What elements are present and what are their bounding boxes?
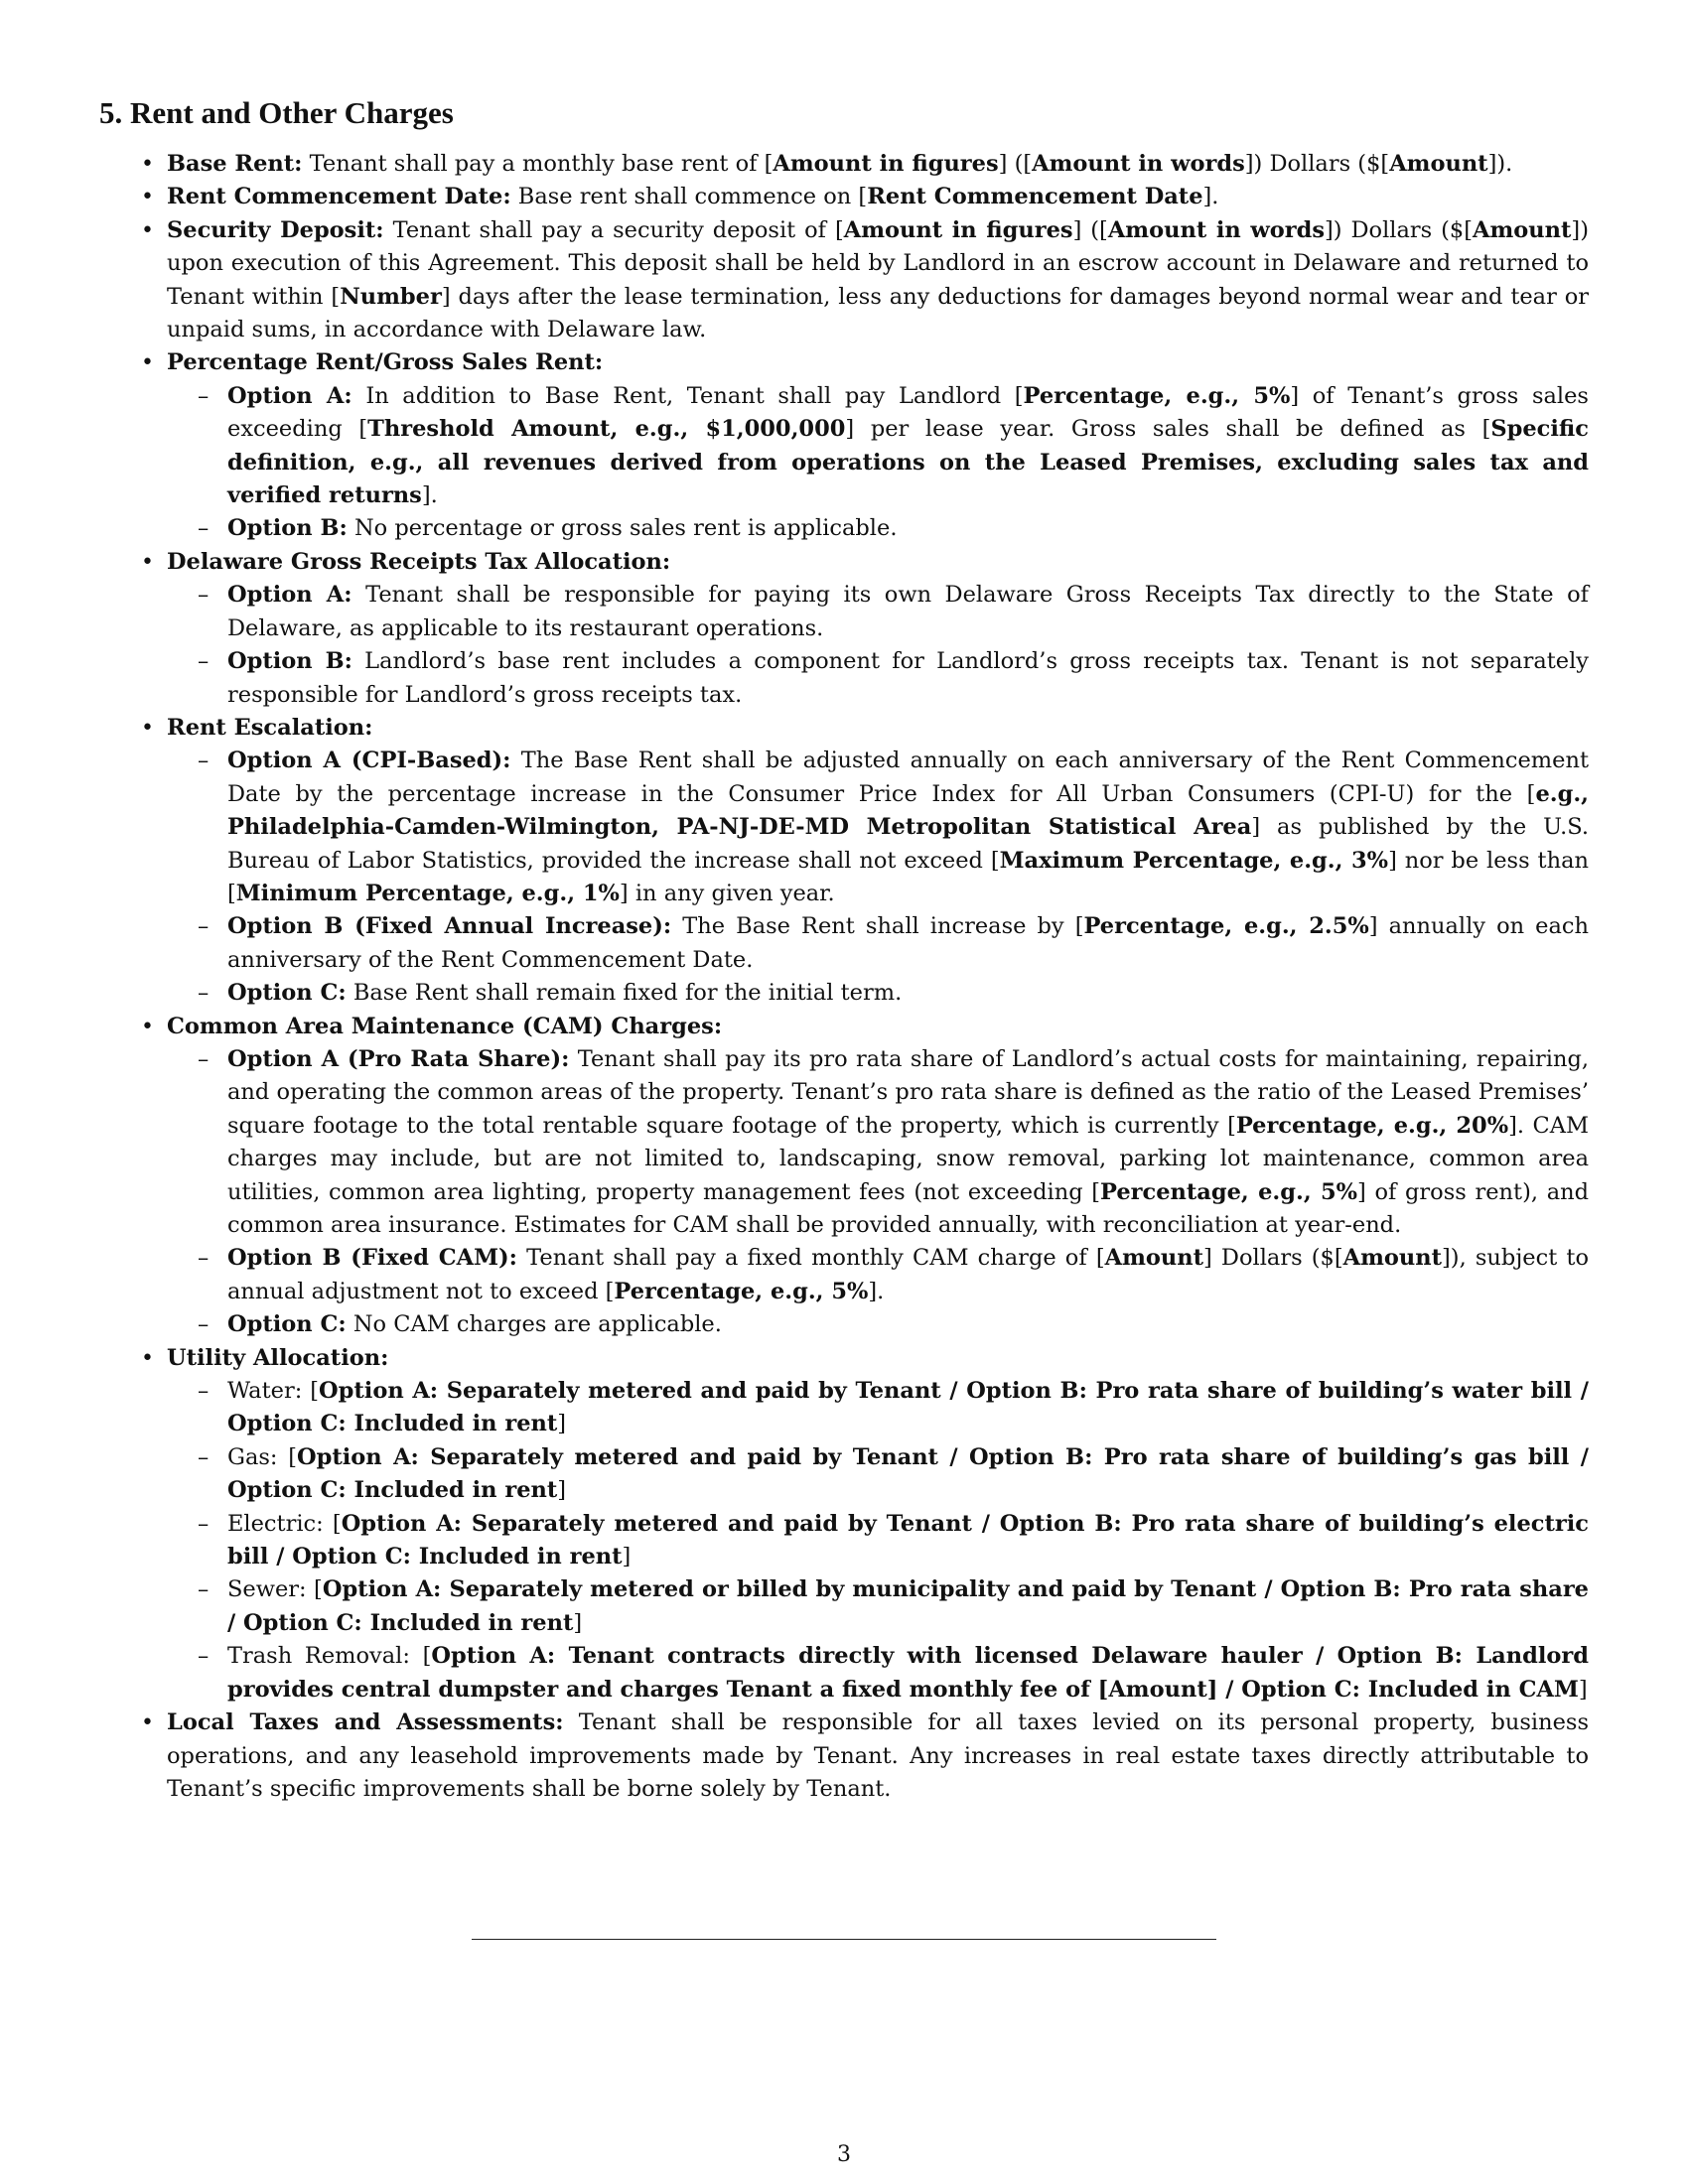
gross-receipts-options [167, 579, 1589, 712]
security-deposit-text: ] ([ [1072, 216, 1108, 243]
rent-commencement-date: Rent Commencement Date [867, 184, 1203, 210]
rent-commencement-label: Rent Commencement Date: [167, 184, 511, 210]
utility-options-text: Option A: Separately metered and paid by Tenant / Option B: Pro rata share of building’s electric bill / Option C: Included in rent [227, 1510, 1589, 1570]
placeholder-amount: Amount [1104, 1245, 1203, 1272]
rent-escalation-option-a [227, 745, 1589, 910]
security-deposit-label: Security Deposit: [167, 216, 384, 243]
base-rent-amount: Amount [1389, 151, 1488, 177]
option-text: ]. [421, 482, 438, 509]
option-text: No percentage or gross sales rent is applicable. [353, 515, 898, 542]
cam-option-c [227, 1308, 1589, 1341]
option-text: ]), subject to annual adjustment not to exceed [ [227, 1245, 1589, 1304]
percentage-rent-item [167, 346, 1589, 545]
utility-label: Sewer: [ [227, 1576, 323, 1603]
security-deposit-text: ]) Dollars ($[ [1325, 216, 1474, 243]
option-label: Option C: [227, 980, 347, 1007]
option-text: ]. [868, 1278, 885, 1304]
utility-options-text: Option A: Separately metered and paid by Tenant / Option B: Pro rata share of building’s gas bill / Option C: Included in rent [227, 1443, 1589, 1504]
placeholder-percentage: Percentage, e.g., 2.5% [1083, 913, 1369, 940]
utility-options-text: Option A: Tenant contracts directly with licensed Delaware hauler / Option B: Landlord provides central dumpster and charges Tenant a fixed monthly fee of [Amount] / Option C: Included in CAM [227, 1643, 1589, 1703]
placeholder-percentage: Percentage, e.g., 5% [614, 1278, 869, 1304]
option-text: ] of gross rent), and common area insurance. Estimates for CAM shall be provided annually, with reconciliation at year-end. [227, 1178, 1589, 1238]
utility-bracket: ] [622, 1544, 632, 1570]
utility-electric [227, 1508, 1589, 1574]
local-taxes-text: Tenant shall be responsible for all taxes levied on its personal property, business operations, and any leasehold improvements made by Tenant. Any increases in real estate taxes directly attributable to Tenant’s specific improvements shall be borne solely by Tenant. [167, 1709, 1590, 1802]
local-taxes-item [167, 1706, 1589, 1806]
section-heading [99, 95, 454, 131]
option-text: No CAM charges are applicable. [352, 1311, 722, 1338]
utility-allocation-label: Utility Allocation: [167, 1344, 389, 1371]
percentage-rent-label: Percentage Rent/Gross Sales Rent: [167, 349, 604, 376]
base-rent-text: ]) Dollars ($[ [1244, 151, 1390, 177]
utility-bracket: ] [557, 1411, 567, 1437]
option-text: The Base Rent shall be adjusted annually on each anniversary of the Rent Commencement Date by the percentage increase in the Consumer Price Index for All Urban Consumers (CPI-U) for the [ [227, 748, 1589, 807]
placeholder-amount: Amount [1342, 1245, 1443, 1272]
base-rent-amount-words: Amount in words [1032, 151, 1245, 177]
cam-label: Common Area Maintenance (CAM) Charges: [167, 1013, 723, 1039]
option-text: Base Rent shall remain fixed for the initial term. [352, 980, 903, 1007]
option-text: In addition to Base Rent, Tenant shall pay Landlord [ [365, 382, 1024, 409]
percentage-rent-options [167, 380, 1589, 546]
placeholder-min-percentage: Minimum Percentage, e.g., 1% [235, 880, 620, 906]
gross-receipts-option-a [227, 579, 1589, 645]
charges-list [167, 148, 1589, 1806]
utility-bracket: ] [1578, 1676, 1588, 1703]
section-number: 5. [99, 95, 123, 130]
utility-options [167, 1375, 1589, 1706]
option-text: Tenant shall be responsible for paying its own Delaware Gross Receipts Tax directly to the State of Delaware, as applicable to its restaurant operations. [227, 582, 1589, 641]
utility-gas [227, 1441, 1589, 1508]
utility-sewer [227, 1573, 1589, 1640]
utility-allocation-item [167, 1342, 1589, 1706]
option-text: ] annually on each anniversary of the Rent Commencement Date. [227, 913, 1590, 973]
security-deposit-amount-figures: Amount in figures [843, 216, 1073, 243]
option-text: ] as published by the U.S. Bureau of Labor Statistics, provided the increase shall not exceed [ [227, 814, 1589, 874]
option-label: Option B: [227, 515, 348, 542]
cam-item [167, 1011, 1589, 1342]
utility-label: Water: [ [227, 1378, 320, 1405]
rent-escalation-label: Rent Escalation: [167, 714, 373, 741]
option-text: ] Dollars ($[ [1203, 1245, 1343, 1272]
placeholder-percentage: Percentage, e.g., 5% [1023, 382, 1291, 409]
security-deposit-amount-words: Amount in words [1107, 216, 1326, 243]
cam-option-a [227, 1043, 1589, 1242]
security-deposit-text: Tenant shall pay a security deposit of [ [392, 216, 844, 243]
gross-receipts-item [167, 546, 1589, 712]
security-deposit-item [167, 214, 1589, 347]
option-label: Option B (Fixed CAM): [227, 1245, 517, 1272]
base-rent-amount-figures: Amount in figures [773, 151, 999, 177]
placeholder-threshold: Threshold Amount, e.g., $1,000,000 [367, 416, 846, 443]
rent-escalation-option-c [227, 977, 1589, 1010]
security-deposit-text: ]) upon execution of this Agreement. This deposit shall be held by Landlord in an escrow account in Delaware and returned to Tenant within [ [167, 216, 1589, 310]
base-rent-text: Tenant shall pay a monthly base rent of [ [309, 151, 774, 177]
security-deposit-text: ] days after the lease termination, less any deductions for damages beyond normal wear and tear or unpaid sums, in accordance with Delaware law. [167, 283, 1589, 343]
rent-commencement-text: Base rent shall commence on [ [517, 184, 868, 210]
option-label: Option A (Pro Rata Share): [227, 1045, 570, 1072]
utility-label: Trash Removal: [ [227, 1643, 432, 1670]
percentage-rent-option-b [227, 512, 1589, 545]
option-label: Option A (CPI-Based): [227, 748, 511, 774]
section-content [167, 148, 1589, 1806]
rent-commencement-item [167, 181, 1589, 213]
utility-options-text: Option A: Separately metered or billed by municipality and paid by Tenant / Option B: Pro rata share / Option C: Included in rent [227, 1576, 1589, 1636]
option-text: Tenant shall pay its pro rata share of Landlord’s actual costs for maintaining, repairing, and operating the common areas of the property. Tenant’s pro rata share is defined as the ratio of the Leased Premises’ square footage to the total rentable square footage of the property, which is currently [ [227, 1045, 1589, 1139]
placeholder-percentage: Percentage, e.g., 5% [1100, 1178, 1358, 1205]
gross-receipts-label: Delaware Gross Receipts Tax Allocation: [167, 548, 671, 575]
base-rent-text: ] ([ [998, 151, 1033, 177]
gross-receipts-option-b [227, 645, 1589, 712]
utility-label: Electric: [ [227, 1510, 342, 1537]
utility-water [227, 1375, 1589, 1441]
option-text: ]. CAM charges may include, but are not limited to, landscaping, snow removal, parking lot maintenance, common area utilities, common area lighting, property management fees (not exceeding [ [227, 1112, 1590, 1205]
rent-escalation-item [167, 712, 1589, 1011]
placeholder-max-percentage: Maximum Percentage, e.g., 3% [999, 847, 1389, 874]
base-rent-item [167, 148, 1589, 181]
option-label: Option A: [227, 582, 352, 609]
placeholder-definition: Specific definition, e.g., all revenues derived from operations on the Leased Premises, excluding sales tax and verified returns [227, 416, 1589, 509]
utility-bracket: ] [573, 1609, 583, 1636]
utility-options-text: Option A: Separately metered and paid by Tenant / Option B: Pro rata share of building’s water bill / Option C: Included in rent [227, 1378, 1589, 1437]
cam-option-b [227, 1242, 1589, 1308]
base-rent-label: Base Rent: [167, 151, 303, 177]
option-text: Landlord’s base rent includes a component for Landlord’s gross receipts tax. Tenant is not separately responsible for Landlord’s gross receipts tax. [227, 648, 1590, 708]
option-label: Option C: [227, 1311, 347, 1338]
utility-bracket: ] [557, 1477, 567, 1504]
placeholder-cpi-area: e.g., Philadelphia-Camden-Wilmington, PA-NJ-DE-MD Metropolitan Statistical Area [227, 780, 1589, 841]
rent-escalation-options [167, 745, 1589, 1010]
section-title: Rent and Other Charges [130, 95, 454, 130]
base-rent-text: ]). [1487, 151, 1513, 177]
utility-label: Gas: [ [227, 1443, 298, 1470]
option-text: ] in any given year. [619, 880, 835, 906]
option-text: Tenant shall pay a fixed monthly CAM charge of [ [526, 1245, 1105, 1272]
rent-commencement-text: ]. [1202, 184, 1219, 210]
percentage-rent-option-a [227, 380, 1589, 513]
local-taxes-label: Local Taxes and Assessments: [167, 1709, 564, 1736]
option-label: Option A: [227, 382, 352, 409]
option-text: ] of Tenant’s gross sales exceeding [ [227, 382, 1589, 443]
option-text: The Base Rent shall increase by [ [682, 913, 1084, 940]
option-text: ] nor be less than [ [227, 847, 1589, 906]
cam-options [167, 1043, 1589, 1342]
footnote-divider [472, 1939, 1216, 1940]
security-deposit-amount: Amount [1473, 216, 1572, 243]
placeholder-percentage: Percentage, e.g., 20% [1235, 1112, 1509, 1139]
option-label: Option B (Fixed Annual Increase): [227, 913, 672, 940]
utility-trash [227, 1640, 1589, 1706]
rent-escalation-option-b [227, 910, 1589, 977]
security-deposit-number: Number [340, 283, 442, 310]
page-number: 3 [837, 2142, 851, 2167]
option-label: Option B: [227, 648, 352, 675]
option-text: ] per lease year. Gross sales shall be defined as [ [845, 416, 1491, 443]
